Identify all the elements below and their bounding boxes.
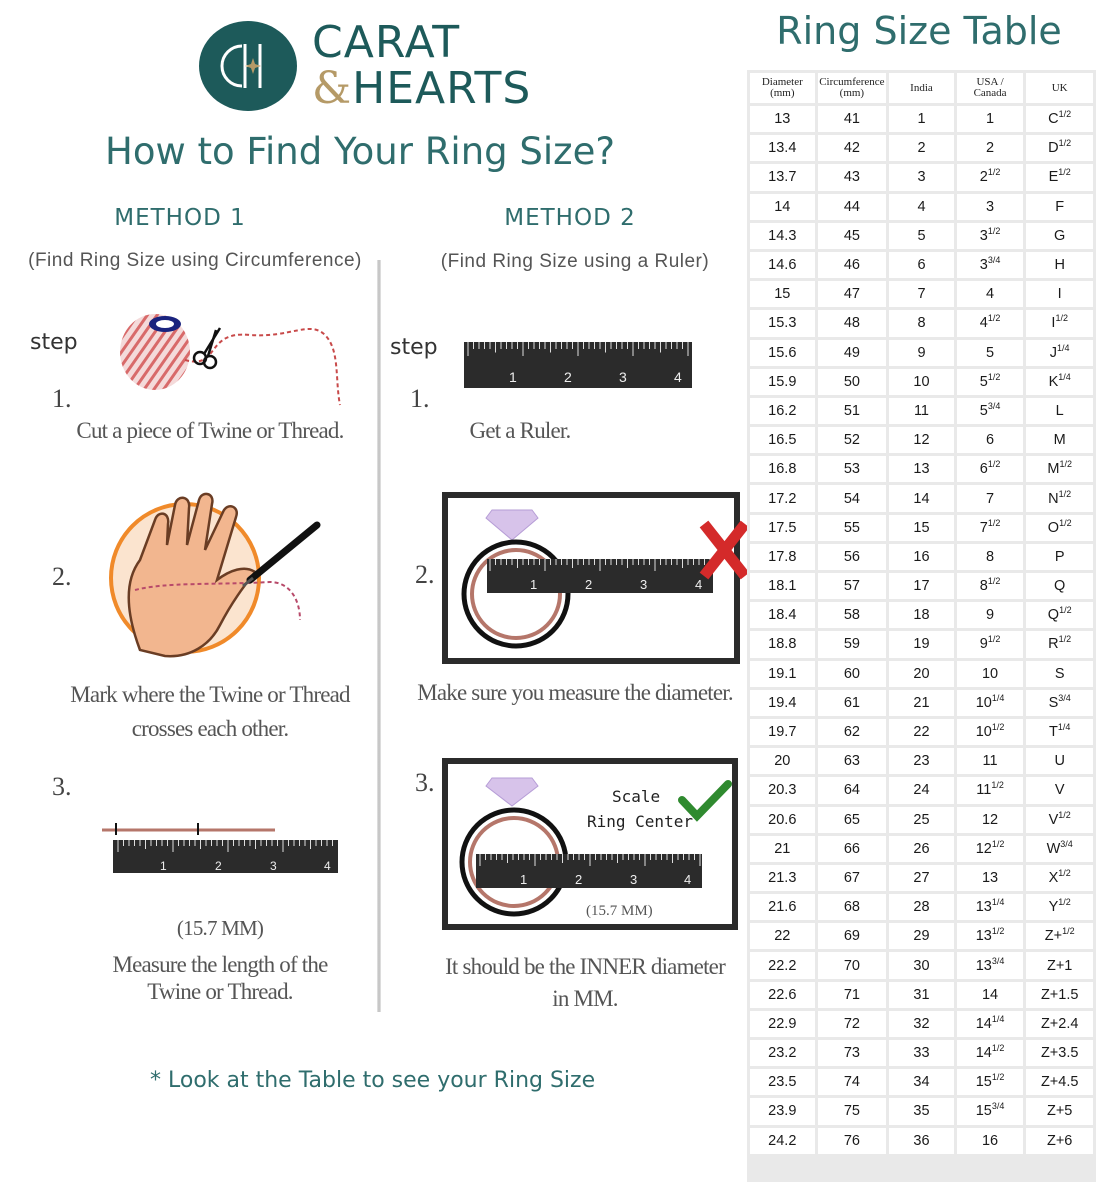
usa-canada-cell: $4^{1/2}$ [957,310,1024,336]
table-header-cell [750,73,815,103]
ruler-tick-label: 1 [530,577,538,592]
circumference-cell: 73 [818,1040,887,1066]
india-cell: 22 [889,719,954,745]
ruler-tick-label: 4 [324,859,331,873]
method1-measurement: (15.7 MM) [176,916,264,940]
uk-cell: M [1026,427,1093,453]
diameter-cell: 17.8 [750,544,815,570]
circumference-cell: 47 [818,281,887,307]
usa-canada-cell: $14^{1/4}$ [957,1011,1024,1037]
circumference-cell: 69 [818,923,887,949]
circumference-cell: 72 [818,1011,887,1037]
table-row [750,515,1093,541]
usa-canada-cell: $15^{1/2}$ [957,1069,1024,1095]
method2-step2-number: 2. [415,560,435,589]
india-cell: 9 [889,340,954,366]
table-header-cell [1026,73,1093,103]
table-row [750,456,1093,482]
circumference-cell: 53 [818,456,887,482]
circumference-cell: 42 [818,135,887,161]
circumference-cell: 57 [818,573,887,599]
method2-step1-number: 1. [410,384,430,413]
usa-canada-cell: 8 [957,544,1024,570]
india-cell: 21 [889,690,954,716]
diameter-cell: 21.3 [750,865,815,891]
uk-cell: H [1026,252,1093,278]
diameter-cell: 16.2 [750,398,815,424]
usa-canada-cell: $14^{1/2}$ [957,1040,1024,1066]
uk-cell: $N^{1/2}$ [1026,485,1093,511]
circumference-cell: 58 [818,602,887,628]
india-cell: 18 [889,602,954,628]
india-cell: 32 [889,1011,954,1037]
circumference-cell: 54 [818,485,887,511]
table-row [750,135,1093,161]
header-line: Circumference [819,76,885,88]
hand-marking-icon [105,490,325,660]
india-cell: 23 [889,748,954,774]
uk-cell: Z+$^{1/2}$ [1026,923,1093,949]
ruler-tick-label: 2 [564,369,572,385]
method2-measurement: (15.7 MM) [586,903,653,919]
table-row [750,865,1093,891]
table-row [750,748,1093,774]
method1-step1-number: 1. [52,384,72,413]
india-cell: 27 [889,865,954,891]
uk-cell: $V^{1/2}$ [1026,807,1093,833]
uk-cell: S [1026,661,1093,687]
table-row [750,310,1093,336]
method2-step-label: step [390,335,438,360]
method1-step-label: step [30,330,78,355]
circumference-cell: 41 [818,106,887,132]
india-cell: 31 [889,982,954,1008]
ruler-tick-label: 1 [160,859,167,873]
diameter-cell: 21.6 [750,894,815,920]
table-row [750,573,1093,599]
header-line: Canada [973,87,1007,99]
diameter-cell: 23.5 [750,1069,815,1095]
uk-cell: P [1026,544,1093,570]
header-line: (mm) [770,87,795,99]
ring-size-table [747,70,1096,1182]
brand-name-line2 [312,64,531,114]
diameter-cell: 15.6 [750,340,815,366]
ruler-tick-label: 1 [509,369,517,385]
table-header-cell [818,73,887,103]
circumference-cell: 66 [818,836,887,862]
usa-canada-cell: 6 [957,427,1024,453]
table-row [750,807,1093,833]
circumference-cell: 70 [818,952,887,978]
usa-canada-cell: $10^{1/4}$ [957,690,1024,716]
uk-cell: V [1026,777,1093,803]
uk-cell: $J^{1/4}$ [1026,340,1093,366]
header-line: USA / [976,76,1004,88]
circumference-cell: 56 [818,544,887,570]
usa-canada-cell: 14 [957,982,1024,1008]
uk-cell: F [1026,194,1093,220]
ruler-tick-label: 3 [640,577,648,592]
usa-canada-cell: 3 [957,194,1024,220]
india-cell: 6 [889,252,954,278]
india-cell: 33 [889,1040,954,1066]
usa-canada-cell: $8^{1/2}$ [957,573,1024,599]
diameter-cell: 13.4 [750,135,815,161]
diameter-cell: 23.2 [750,1040,815,1066]
usa-canada-cell: $2^{1/2}$ [957,164,1024,190]
uk-cell: $M^{1/2}$ [1026,456,1093,482]
india-cell: 25 [889,807,954,833]
circumference-cell: 63 [818,748,887,774]
usa-canada-cell: $7^{1/2}$ [957,515,1024,541]
india-cell: 15 [889,515,954,541]
diameter-cell: 18.4 [750,602,815,628]
india-cell: 2 [889,135,954,161]
diameter-cell: 21 [750,836,815,862]
header-line: Diameter [761,76,803,88]
uk-cell: $O^{1/2}$ [1026,515,1093,541]
india-cell: 36 [889,1128,954,1154]
uk-cell: Z+1 [1026,952,1093,978]
ruler-tick-label: 3 [619,369,627,385]
india-cell: 11 [889,398,954,424]
india-cell: 17 [889,573,954,599]
method1-step3-number: 3. [52,772,72,801]
uk-cell: I [1026,281,1093,307]
table-row [750,719,1093,745]
method1-step2-number: 2. [52,562,72,591]
table-header-cell [957,73,1024,103]
diameter-cell: 17.2 [750,485,815,511]
diameter-cell: 24.2 [750,1128,815,1154]
ruler-tick-label: 2 [215,859,222,873]
uk-cell: $E^{1/2}$ [1026,164,1093,190]
diameter-cell: 22.2 [750,952,815,978]
diameter-cell: 19.1 [750,661,815,687]
diameter-cell: 22 [750,923,815,949]
uk-cell: Z+3.5 [1026,1040,1093,1066]
ring-wrong-measure-icon [442,492,752,664]
uk-cell: $T^{1/4}$ [1026,719,1093,745]
brand-name-hearts: HEARTS [352,63,532,114]
table-row [750,485,1093,511]
table-row [750,252,1093,278]
circumference-cell: 59 [818,631,887,657]
usa-canada-cell: $13^{3/4}$ [957,952,1024,978]
page-title: How to Find Your Ring Size? [105,130,615,173]
brand-ampersand: & [312,63,353,114]
table-row [750,836,1093,862]
table-row [750,1098,1093,1124]
table-row [750,369,1093,395]
usa-canada-cell: 10 [957,661,1024,687]
india-cell: 24 [889,777,954,803]
table-row [750,661,1093,687]
usa-canada-cell: $13^{1/4}$ [957,894,1024,920]
diameter-cell: 14.6 [750,252,815,278]
circumference-cell: 68 [818,894,887,920]
diameter-cell: 15 [750,281,815,307]
ruler-tick-label: 3 [270,859,277,873]
table-row [750,1040,1093,1066]
diameter-cell: 17.5 [750,515,815,541]
circumference-cell: 62 [818,719,887,745]
method1-heading: METHOD 1 [114,205,246,231]
ruler-tick-label: 4 [684,872,692,887]
ruler-icon [464,342,692,390]
diameter-cell: 19.4 [750,690,815,716]
circumference-cell: 76 [818,1128,887,1154]
circumference-cell: 44 [818,194,887,220]
circumference-cell: 46 [818,252,887,278]
table-row [750,1128,1093,1154]
circumference-cell: 74 [818,1069,887,1095]
table-title: Ring Size Table [776,9,1062,53]
uk-cell: $K^{1/4}$ [1026,369,1093,395]
circumference-cell: 61 [818,690,887,716]
table-row [750,340,1093,366]
uk-cell: $R^{1/2}$ [1026,631,1093,657]
circumference-cell: 48 [818,310,887,336]
usa-canada-cell: 11 [957,748,1024,774]
circumference-cell: 75 [818,1098,887,1124]
usa-canada-cell: $13^{1/2}$ [957,923,1024,949]
table-row [750,1011,1093,1037]
circumference-cell: 51 [818,398,887,424]
usa-canada-cell: $9^{1/2}$ [957,631,1024,657]
table-row [750,223,1093,249]
india-cell: 20 [889,661,954,687]
header-line: (mm) [839,87,865,99]
india-cell: 5 [889,223,954,249]
table-row [750,894,1093,920]
usa-canada-cell: $3^{1/2}$ [957,223,1024,249]
ruler-tick-label: 2 [585,577,593,592]
diameter-cell: 18.8 [750,631,815,657]
india-cell: 1 [889,106,954,132]
diameter-cell: 14.3 [750,223,815,249]
ring-center-label: Ring Center [587,812,693,831]
circumference-cell: 55 [818,515,887,541]
usa-canada-cell: $12^{1/2}$ [957,836,1024,862]
ruler-tick-label: 3 [630,872,638,887]
column-divider [377,260,381,1012]
diameter-cell: 20.3 [750,777,815,803]
diameter-cell: 20.6 [750,807,815,833]
method2-step3-number: 3. [415,768,435,797]
ruler-tick-label: 1 [520,872,528,887]
usa-canada-cell: 7 [957,485,1024,511]
usa-canada-cell: $11^{1/2}$ [957,777,1024,803]
circumference-cell: 64 [818,777,887,803]
method2-step2-text: Make sure you measure the diameter. [417,680,733,705]
header-line: India [910,81,933,94]
table-row [750,602,1093,628]
uk-cell: Z+5 [1026,1098,1093,1124]
table-row [750,982,1093,1008]
method1-step1-text: Cut a piece of Twine or Thread. [76,418,344,443]
table-row [750,164,1093,190]
usa-canada-cell: 16 [957,1128,1024,1154]
circumference-cell: 45 [818,223,887,249]
india-cell: 26 [889,836,954,862]
table-row [750,544,1093,570]
diameter-cell: 22.9 [750,1011,815,1037]
india-cell: 8 [889,310,954,336]
brand-name-line1: CARAT [312,17,461,68]
india-cell: 4 [889,194,954,220]
india-cell: 34 [889,1069,954,1095]
diameter-cell: 18.1 [750,573,815,599]
circumference-cell: 43 [818,164,887,190]
india-cell: 7 [889,281,954,307]
uk-cell: $Y^{1/2}$ [1026,894,1093,920]
circumference-cell: 60 [818,661,887,687]
india-cell: 30 [889,952,954,978]
india-cell: 29 [889,923,954,949]
thread-spool-icon [110,310,350,410]
uk-cell: Q [1026,573,1093,599]
ring-correct-measure-icon [442,758,738,930]
uk-cell: Z+6 [1026,1128,1093,1154]
india-cell: 14 [889,485,954,511]
uk-cell: $D^{1/2}$ [1026,135,1093,161]
table-body [750,106,1093,1154]
diameter-cell: 15.3 [750,310,815,336]
table-row [750,952,1093,978]
ruler-tick-label: 4 [695,577,703,592]
uk-cell: Z+4.5 [1026,1069,1093,1095]
circumference-cell: 49 [818,340,887,366]
usa-canada-cell: $6^{1/2}$ [957,456,1024,482]
method1-subtitle: (Find Ring Size using Circumference) [28,250,362,271]
table-row [750,106,1093,132]
usa-canada-cell: $10^{1/2}$ [957,719,1024,745]
table-row [750,631,1093,657]
diameter-cell: 15.9 [750,369,815,395]
diameter-cell: 14 [750,194,815,220]
india-cell: 35 [889,1098,954,1124]
table-row [750,690,1093,716]
table-row [750,777,1093,803]
method1-step3-text-line2: Twine or Thread. [147,979,293,1004]
circumference-cell: 67 [818,865,887,891]
method2-heading: METHOD 2 [504,205,636,231]
diameter-cell: 13.7 [750,164,815,190]
uk-cell: Z+1.5 [1026,982,1093,1008]
method2-step3-text-line2: in MM. [552,986,618,1011]
table-header-cell [889,73,954,103]
table-row [750,923,1093,949]
circumference-cell: 50 [818,369,887,395]
diameter-cell: 16.8 [750,456,815,482]
uk-cell: $I^{1/2}$ [1026,310,1093,336]
diameter-cell: 20 [750,748,815,774]
uk-cell: $W^{3/4}$ [1026,836,1093,862]
uk-cell: Z+2.4 [1026,1011,1093,1037]
method2-subtitle: (Find Ring Size using a Ruler) [440,251,710,272]
circumference-cell: 71 [818,982,887,1008]
table-row [750,1069,1093,1095]
method1-step2-text-line2: crosses each other. [131,716,289,741]
table-row [750,398,1093,424]
method1-step3-text-line1: Measure the length of the [112,952,328,977]
india-cell: 19 [889,631,954,657]
usa-canada-cell: 13 [957,865,1024,891]
table-row [750,194,1093,220]
uk-cell: $S^{3/4}$ [1026,690,1093,716]
usa-canada-cell: 5 [957,340,1024,366]
usa-canada-cell: 1 [957,106,1024,132]
uk-cell: $C^{1/2}$ [1026,106,1093,132]
footnote: * Look at the Table to see your Ring Size [150,1068,596,1093]
usa-canada-cell: 2 [957,135,1024,161]
scale-label: Scale [612,787,661,806]
method1-step2-text-line1: Mark where the Twine or Thread [70,682,350,707]
ruler-tick-label: 4 [674,369,682,385]
thread-on-ruler-icon [100,820,340,876]
brand-logo-icon [198,20,298,112]
ruler-tick-label: 2 [575,872,583,887]
usa-canada-cell: 9 [957,602,1024,628]
usa-canada-cell: $5^{3/4}$ [957,398,1024,424]
table-row [750,281,1093,307]
uk-cell: L [1026,398,1093,424]
method2-step3-text-line1: It should be the INNER diameter [445,954,725,979]
table-header-row [750,73,1093,103]
usa-canada-cell: $5^{1/2}$ [957,369,1024,395]
usa-canada-cell: $15^{3/4}$ [957,1098,1024,1124]
india-cell: 28 [889,894,954,920]
diameter-cell: 16.5 [750,427,815,453]
uk-cell: $X^{1/2}$ [1026,865,1093,891]
uk-cell: $Q^{1/2}$ [1026,602,1093,628]
uk-cell: G [1026,223,1093,249]
india-cell: 3 [889,164,954,190]
header-line: UK [1051,81,1068,94]
circumference-cell: 65 [818,807,887,833]
india-cell: 10 [889,369,954,395]
diameter-cell: 19.7 [750,719,815,745]
diameter-cell: 22.6 [750,982,815,1008]
india-cell: 12 [889,427,954,453]
uk-cell: U [1026,748,1093,774]
table-row [750,427,1093,453]
method2-step1-text: Get a Ruler. [469,418,571,443]
diameter-cell: 13 [750,106,815,132]
usa-canada-cell: 4 [957,281,1024,307]
diameter-cell: 23.9 [750,1098,815,1124]
circumference-cell: 52 [818,427,887,453]
india-cell: 16 [889,544,954,570]
india-cell: 13 [889,456,954,482]
usa-canada-cell: 12 [957,807,1024,833]
usa-canada-cell: $3^{3/4}$ [957,252,1024,278]
